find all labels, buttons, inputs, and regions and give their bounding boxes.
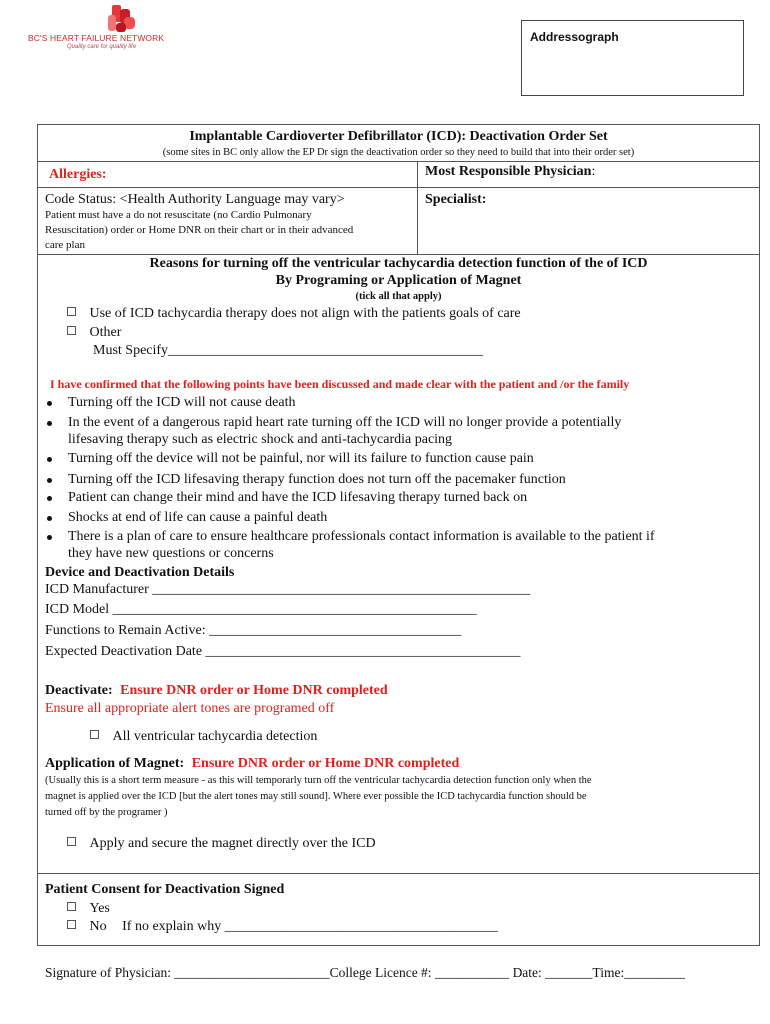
consent-yes	[67, 901, 110, 917]
logo-tagline: Quality care for quality life	[67, 44, 137, 50]
deactivate-label: Deactivate:	[45, 683, 113, 698]
alert-tones-warning: Ensure all appropriate alert tones are programed off	[45, 701, 335, 716]
icd-manufacturer-field[interactable]: ICD Manufacturer ______________________________________________________	[45, 582, 531, 597]
confirmed-point: Patient can change their mind and have the ICD lifesaving therapy turned back on	[68, 490, 528, 505]
tick-note: (tick all that apply)	[355, 291, 442, 302]
checkbox[interactable]	[67, 307, 76, 316]
mrp-label	[425, 164, 595, 180]
confirmed-heading: I have confirmed that the following points have been discussed and made clear with the patient and /or the family	[50, 377, 630, 391]
code-status: Code Status: <Health Authority Language may vary>	[45, 192, 345, 207]
bullet	[47, 516, 52, 521]
checkbox[interactable]	[67, 920, 76, 929]
reason-option-label: Other	[89, 325, 122, 340]
allergies-label: Allergies:	[49, 167, 107, 182]
reasons-heading: Reasons for turning off the ventricular tachycardia detection function of the of ICD	[149, 256, 648, 271]
reason-option-other	[67, 325, 121, 341]
divider	[37, 161, 760, 162]
checkbox[interactable]	[67, 326, 76, 335]
bullet	[47, 535, 52, 540]
column-divider	[417, 161, 418, 254]
dnr-note-line: care plan	[45, 239, 85, 251]
consent-heading: Patient Consent for Deactivation Signed	[45, 882, 285, 897]
consent-no	[67, 919, 498, 935]
confirmed-point: There is a plan of care to ensure healthcare professionals contact information is available to the patient if	[68, 529, 655, 544]
magnet-note-line: (Usually this is a short term measure - as this will temporarly turn off the ventricular tachycardia detection function only when the	[45, 775, 592, 786]
consent-yes-label: Yes	[89, 901, 110, 916]
bullet	[47, 401, 52, 406]
magnet-option	[67, 836, 376, 852]
deactivate-option-label: All ventricular tachycardia detection	[112, 729, 318, 744]
reasons-subheading: By Programing or Application of Magnet	[275, 273, 522, 288]
confirmed-point: In the event of a dangerous rapid heart rate turning off the ICD will no longer provide a potentially	[68, 415, 622, 430]
logo-name: BC'S HEART FAILURE NETWORK	[28, 33, 165, 43]
confirmed-point: Turning off the ICD lifesaving therapy function does not turn off the pacemaker function	[68, 472, 566, 487]
checkbox[interactable]	[67, 837, 76, 846]
divider	[37, 254, 760, 255]
dnr-note-line: Resuscitation) order or Home DNR on their chart or in their advanced	[45, 224, 354, 236]
form-subtitle: (some sites in BC only allow the EP Dr sign the deactivation order so they need to build that into their order set)	[162, 147, 635, 158]
icd-model-field[interactable]: ICD Model ____________________________________________________	[45, 602, 477, 617]
specialist-label: Specialist:	[425, 192, 487, 207]
bullet	[47, 478, 52, 483]
dnr-note-line: Patient must have a do not resuscitate (no Cardio Pulmonary	[45, 209, 312, 221]
confirmed-point: Turning off the ICD will not cause death	[68, 395, 296, 410]
reason-option-goals	[67, 306, 521, 322]
checkbox[interactable]	[90, 730, 99, 739]
confirmed-point-cont: they have new questions or concerns	[68, 546, 274, 561]
form-title: Implantable Cardioverter Defibrillator (ICD): Deactivation Order Set	[189, 129, 608, 144]
explain-why-field[interactable]: If no explain why _______________________________________	[122, 919, 498, 934]
functions-active-field[interactable]: Functions to Remain Active: ____________________________________	[45, 623, 462, 638]
confirmed-point-cont: lifesaving therapy such as electric shock and anti-tachycardia pacing	[68, 432, 453, 447]
mrp-colon: :	[591, 164, 596, 179]
deactivate-option	[90, 729, 317, 745]
consent-no-label: No	[89, 919, 107, 934]
magnet-option-label: Apply and secure the magnet directly over the ICD	[89, 836, 376, 851]
device-heading: Device and Deactivation Details	[45, 565, 235, 580]
bullet	[47, 421, 52, 426]
deactivation-date-field[interactable]: Expected Deactivation Date _____________________________________________	[45, 644, 521, 659]
confirmed-point: Shocks at end of life can cause a painful death	[68, 510, 328, 525]
divider	[37, 187, 760, 188]
magnet-label: Application of Magnet:	[45, 756, 185, 771]
mrp-label-text: Most Responsible Physician	[425, 164, 592, 179]
magnet-dnr-warning: Ensure DNR order or Home DNR completed	[191, 756, 460, 771]
deactivate-dnr-warning: Ensure DNR order or Home DNR completed	[120, 683, 388, 698]
divider	[37, 873, 760, 874]
checkbox[interactable]	[67, 902, 76, 911]
deactivate-line	[45, 683, 388, 699]
magnet-note-line: magnet is applied over the ICD [but the alert tones may still sound]. Where ever possible the ICD tachycardia function should be	[45, 791, 587, 802]
confirmed-point: Turning off the device will not be painful, nor will its failure to function cause pain	[68, 451, 534, 466]
reason-option-label: Use of ICD tachycardia therapy does not align with the patients goals of care	[89, 306, 521, 321]
must-specify-field[interactable]: Must Specify_____________________________________________	[93, 343, 484, 358]
bullet	[47, 496, 52, 501]
magnet-note-line: turned off by the programer )	[45, 807, 168, 818]
signature-line[interactable]: Signature of Physician: _______________________College Licence #: ___________ Date: _______Time:_________	[45, 965, 685, 980]
addressograph-label: Addressograph	[530, 30, 619, 44]
magnet-line	[45, 756, 459, 772]
bullet	[47, 457, 52, 462]
